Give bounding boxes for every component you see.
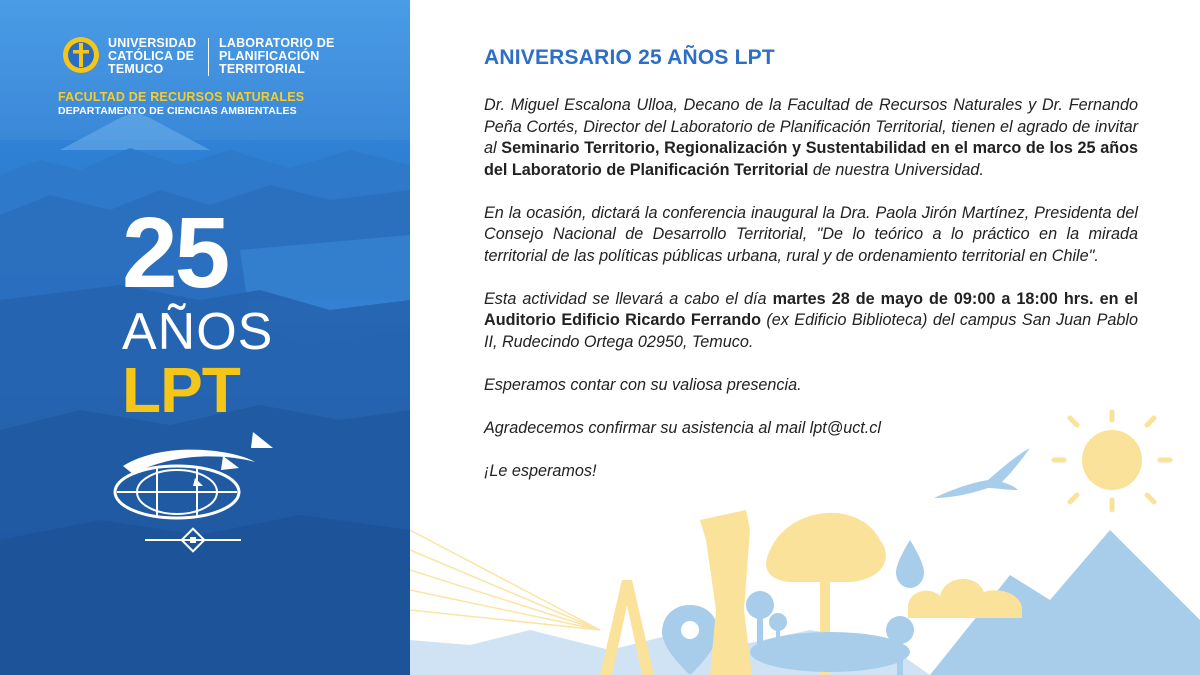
anniversary-years-label: AÑOS xyxy=(122,303,274,361)
invitation-title: ANIVERSARIO 25 AÑOS LPT xyxy=(484,46,775,69)
landscape-illustration xyxy=(410,390,1200,675)
closing-paragraph: ¡Le esperamos! xyxy=(484,461,597,480)
university-crest-icon xyxy=(62,36,100,74)
event-date-location: martes 28 de mayo de 09:00 a 18:00 hrs. en el Auditorio Edificio Ricardo Ferrando xyxy=(484,289,1139,329)
anniversary-number: 25 xyxy=(122,197,228,309)
left-panel xyxy=(0,0,410,675)
department-name: DEPARTAMENTO DE CIENCIAS AMBIENTALES xyxy=(58,105,297,117)
presence-paragraph: Esperamos contar con su valiosa presencia. xyxy=(484,375,802,394)
water-drop-icon xyxy=(896,540,924,588)
anniversary-acronym: LPT xyxy=(122,354,240,426)
condor-icon xyxy=(934,448,1030,498)
schedule-paragraph: Esta actividad se llevará a cabo el día martes 28 de mayo de 09:00 a 18:00 hrs. en el Auditorio Edificio Ricardo Ferrando (ex Edificio Biblioteca) del campus San Juan Pablo II, Rudecindo Ortega 02950, Temuco. xyxy=(484,289,1139,351)
rsvp-paragraph: Agradecemos confirmar su asistencia al mail lpt@uct.cl xyxy=(484,418,881,437)
university-name: UNIVERSIDAD CATÓLICA DE TEMUCO xyxy=(108,36,197,76)
lab-name: LABORATORIO DE PLANIFICACIÓN TERRITORIAL xyxy=(219,36,335,76)
header-divider xyxy=(208,38,209,76)
sun-icon xyxy=(1054,412,1170,510)
lpt-logo-icon xyxy=(105,428,275,558)
conference-paragraph: En la ocasión, dictará la conferencia inaugural la Dra. Paola Jirón Martínez, Presidenta del Consejo Nacional de Desarrollo Territorial, "De lo teórico a lo práctico en la mirada territorial de las políticas públicas urbana, rural y de ordenamiento territorial en Chile". xyxy=(484,203,1138,265)
seminar-name: Seminario Territorio, Regionalización y Sustentabilidad en el marco de los 25 años del Laboratorio de Planificación Territorial xyxy=(484,139,1138,179)
intro-paragraph: Dr. Miguel Escalona Ulloa, Decano de la Facultad de Recursos Naturales y Dr. Fernando Peña Cortés, Director del Laboratorio de Planificación Territorial, tienen el agrado de invitar al Seminario Territorio, Regionalización y Sustentabilidad en el marco de los 25 años del Laboratorio de Planificación Territorial de nuestra Universidad. xyxy=(484,96,1138,179)
lake-shape xyxy=(750,632,910,672)
faculty-name: FACULTAD DE RECURSOS NATURALES xyxy=(58,90,305,104)
